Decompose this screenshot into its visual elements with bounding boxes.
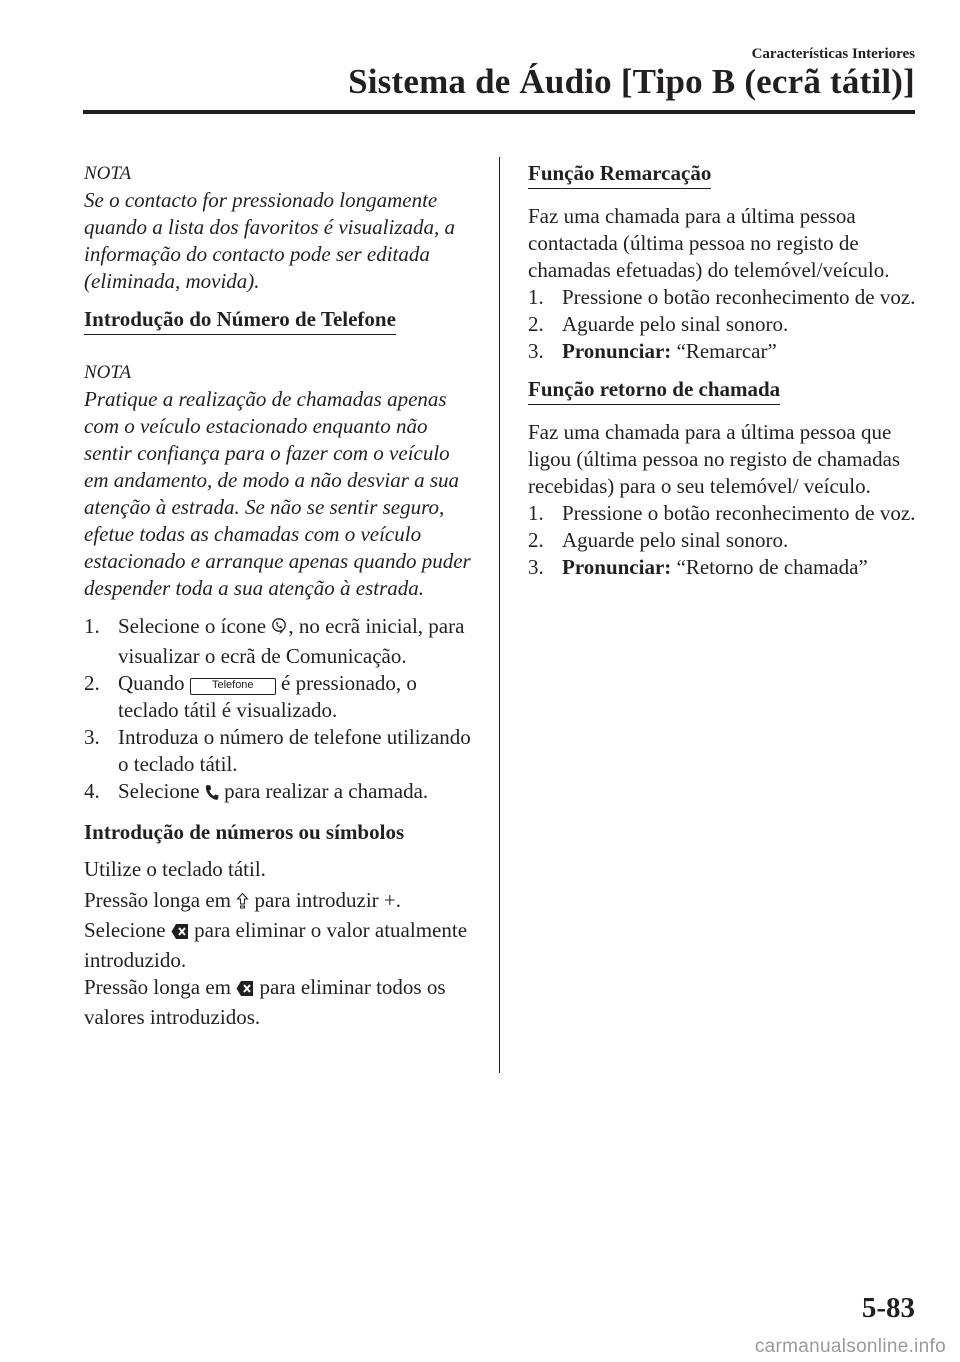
list-item: 1. Pressione o botão reconhecimento de voz. [528,501,916,525]
backspace-icon [236,977,254,1004]
backspace-icon [171,920,189,947]
paragraph: Pressão longa em para eliminar todos os valores introduzidos. [84,975,446,1029]
left-column [84,160,479,1031]
phone-steps-list [84,613,479,808]
paragraph: Pressão longa em para introduzir +. [84,887,479,917]
redial-steps-list [528,284,918,365]
list-item: 2. Aguarde pelo sinal sonoro. [528,528,789,552]
paragraph: Utilize o teclado tátil. [84,857,266,881]
list-item: 4. Selecione para realizar a chamada. [84,778,479,808]
note-text: Se o contacto for pressionado longamente quando a lista dos favoritos é visualizada, a informação do contacto pode ser editada (eliminada, movida). [84,188,456,293]
telefone-button: Telefone [190,678,276,695]
note-text: Pratique a realização de chamadas apenas com o veículo estacionado enquanto não sentir confiança para o fazer com o veículo em andamento, de modo a não desviar a sua atenção à estrada. Se não se sentir seguro, efetue todas as chamadas com o veículo estacionado e arranque apenas quando puder despender toda a sua atenção à estrada. [84,387,471,600]
watermark: carmanualsonline.info [754,1336,946,1357]
page-number: 5-83 [861,1292,915,1324]
note-label: NOTA [84,362,132,383]
paragraph: Faz uma chamada para a última pessoa que ligou (última pessoa no registo de chamadas recebidas) para o seu telemóvel/ veículo. [528,420,901,498]
header-rule [83,110,915,114]
heading-phone-number-entry: Introdução do Número de Telefone [84,306,396,335]
section-title: Características Interiores [751,46,915,62]
page-title: Sistema de Áudio [Tipo B (ecrã tátil)] [348,62,915,101]
column-divider [499,157,500,1073]
list-item: 2. Quando Telefone é pressionado, o teclado tátil é visualizado. [84,671,417,722]
heading-callback: Função retorno de chamada [528,376,780,405]
list-item: 3. Pronunciar: “Retorno de chamada” [528,555,868,579]
heading-redial: Função Remarcação [528,160,711,189]
heading-symbols: Introdução de números ou símbolos [84,820,405,844]
list-item: 3. Introduza o número de telefone utilizando o teclado tátil. [84,725,471,776]
list-item: 2. Aguarde pelo sinal sonoro. [528,312,789,336]
phone-call-icon [205,781,219,808]
callback-steps-list [528,500,918,581]
shift-key-icon [236,890,249,917]
paragraph: Selecione para eliminar o valor atualmente introduzido. [84,918,468,972]
note-label: NOTA [84,163,132,184]
list-item: 1. Pressione o botão reconhecimento de voz. [528,285,916,309]
paragraph: Faz uma chamada para a última pessoa contactada (última pessoa no registo de chamadas efetuadas) do telemóvel/veículo. [528,204,890,282]
list-item: 1. Selecione o ícone , no ecrã inicial, para visualizar o ecrã de Comunicação. [84,614,465,668]
list-item: 3. Pronunciar: “Remarcar” [528,339,777,363]
right-column [528,160,918,581]
communication-icon [271,616,288,643]
